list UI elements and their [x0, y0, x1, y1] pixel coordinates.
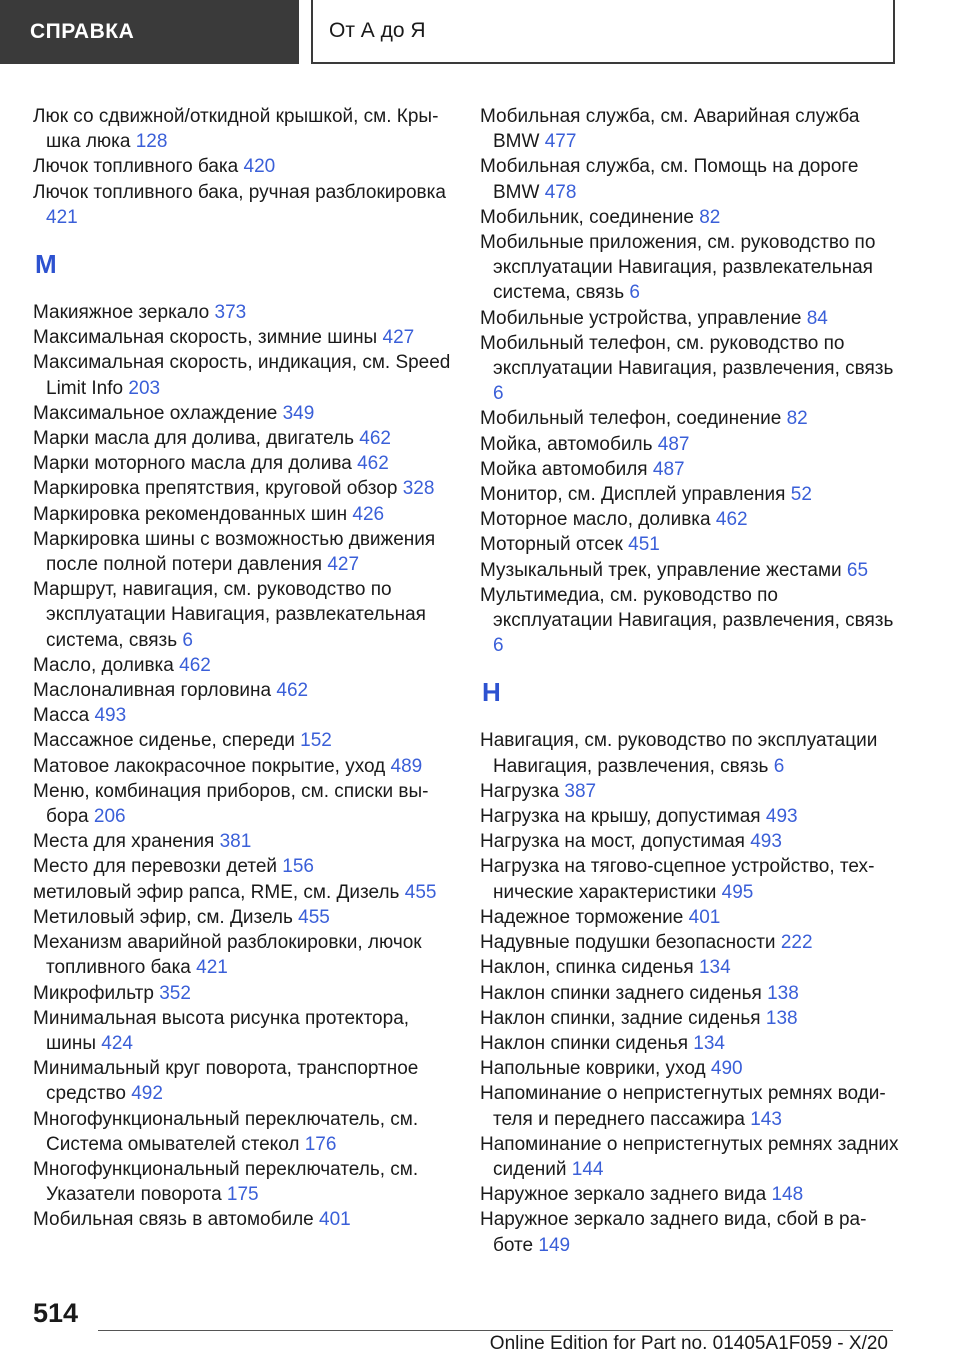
index-entry-text: Максимальная скорость, индикация, см. Speed Limit Info — [33, 352, 451, 399]
index-entry — [33, 754, 453, 779]
page-link[interactable]: 134 — [698, 957, 731, 979]
index-entry — [33, 401, 453, 426]
page-link[interactable]: 489 — [390, 755, 423, 777]
page-link[interactable]: 424 — [101, 1032, 133, 1054]
page-link[interactable]: 462 — [359, 428, 391, 450]
index-entry-text: Напоминание о непристегнутых ремнях задних сидений — [480, 1133, 899, 1180]
page-link[interactable]: 176 — [304, 1133, 337, 1155]
index-entry — [33, 1056, 453, 1106]
index-entry-text: метиловый эфир рапса, RME, см. Дизель — [33, 881, 400, 903]
index-entry — [33, 653, 453, 678]
index-entry-text: Маркировка шины с возможностью движения после полной потери давления — [33, 528, 436, 576]
index-entry — [33, 678, 453, 703]
index-entry — [480, 306, 900, 331]
index-entry — [480, 1207, 900, 1257]
index-entry — [33, 1006, 453, 1056]
index-entry — [480, 728, 900, 778]
page-link[interactable]: 455 — [404, 881, 437, 903]
page-link[interactable]: 138 — [767, 982, 799, 1004]
section-letter-m: М — [35, 249, 57, 280]
index-entry — [480, 1006, 900, 1031]
index-entry-text: Маркировка препятствия, круговой обзор — [33, 478, 398, 500]
index-entry-text: Марки моторного масла для долива — [33, 453, 352, 475]
index-entry-text: Макияжное зеркало — [33, 302, 210, 324]
index-entry-text: Наклон, спинка сиденья — [480, 957, 694, 979]
index-entry-text: Нагрузка на мост, допустимая — [480, 831, 745, 853]
index-entry-text: Мобильные устройства, управление — [480, 307, 802, 329]
index-entry-text: Монитор, см. Дисплей управления — [480, 484, 786, 506]
page-link[interactable]: 222 — [780, 932, 813, 954]
page-link[interactable]: 82 — [699, 206, 721, 228]
page-link[interactable]: 478 — [544, 181, 577, 203]
page-link[interactable]: 462 — [357, 453, 389, 475]
page-link[interactable]: 451 — [628, 534, 660, 556]
page-link[interactable]: 175 — [226, 1184, 259, 1206]
entry-list-top — [33, 104, 453, 230]
index-entry-text: Маршрут, навигация, см. руководство по эксплуатации Навигация, развлекательная система, связь — [33, 579, 426, 651]
page-link[interactable]: 421 — [46, 206, 78, 228]
index-entry-text: Надежное торможение — [480, 906, 684, 928]
index-entry — [33, 981, 453, 1006]
index-entry — [33, 703, 453, 728]
page-link[interactable]: 6 — [493, 383, 504, 405]
edition-note: Online Edition for Part no. 01405A1F059 - X/20 — [489, 1333, 888, 1354]
index-entry — [480, 955, 900, 980]
page-link[interactable]: 6 — [773, 755, 785, 777]
page-number: 514 — [33, 1298, 79, 1328]
index-entry — [480, 854, 900, 904]
index-entry-text: Нагрузка на крышу, допустимая — [480, 806, 761, 828]
index-column-right — [480, 104, 900, 1258]
index-entry-text: Наклон спинки заднего сиденья — [480, 982, 762, 1004]
page-link[interactable]: 493 — [750, 831, 782, 853]
index-entry-text: Марки масла для долива, двигатель — [33, 428, 354, 450]
page-link[interactable]: 462 — [179, 654, 211, 676]
page-link[interactable]: 401 — [319, 1209, 351, 1231]
index-entry-text: Надувные подушки безопасности — [480, 932, 776, 954]
index-entry-text: Мобильный телефон, см. руководство по эксплуатации Навигация, развлечения, связь — [480, 332, 894, 380]
index-entry-text: Наклон спинки сиденья — [480, 1032, 688, 1054]
page-link[interactable]: 487 — [657, 433, 690, 455]
index-entry-text: Мойка, автомобиль — [480, 433, 653, 455]
index-entry — [33, 880, 453, 905]
index-entry-text: Многофункциональный переключатель, см. Указатели поворота — [33, 1158, 419, 1206]
index-entry — [480, 331, 900, 407]
index-entry-text: Масло, доливка — [33, 654, 174, 676]
index-entry — [33, 829, 453, 854]
index-entry-text: Мойка автомобиля — [480, 458, 648, 480]
index-entry-text: Максимальная скорость, зимние шины — [33, 327, 378, 349]
index-entry — [480, 230, 900, 306]
entry-list — [480, 728, 900, 1257]
page-link[interactable]: 144 — [571, 1158, 604, 1180]
page-link[interactable]: 401 — [688, 906, 721, 928]
index-entry-text: Мобильная служба, см. Аварийная служба BMW — [480, 106, 860, 153]
index-entry — [33, 1207, 453, 1232]
page-link[interactable]: 328 — [402, 478, 435, 500]
page-link[interactable]: 420 — [243, 156, 276, 178]
index-entry-text: Масса — [33, 705, 90, 727]
index-entry — [480, 905, 900, 930]
index-entry-text: Многофункциональный переключатель, см. Система омывателей стекол — [33, 1108, 419, 1155]
page-link[interactable]: 6 — [493, 635, 504, 657]
page-link[interactable]: 203 — [128, 377, 161, 399]
page-link[interactable]: 421 — [196, 957, 228, 979]
index-entry-text: Минимальный круг поворота, транспортное средство — [33, 1058, 419, 1105]
page-link[interactable]: 149 — [538, 1234, 571, 1256]
page-link[interactable]: 143 — [750, 1108, 782, 1130]
index-entry-text: Метиловый эфир, см. Дизель — [33, 906, 293, 928]
index-entry-text: Места для хранения — [33, 831, 215, 853]
page-link[interactable]: 427 — [327, 554, 360, 576]
index-entry-text: Напоминание о непристегнутых ремнях водителя и переднего пассажира — [480, 1083, 886, 1130]
page-link[interactable]: 82 — [786, 408, 808, 430]
index-entry-text: Матовое лакокрасочное покрытие, уход — [33, 755, 386, 777]
index-entry-text: Массажное сиденье, спереди — [33, 730, 295, 752]
page-link[interactable]: 206 — [93, 806, 126, 828]
index-entry-text: Минимальная высота рисунка протектора, шины — [33, 1007, 410, 1054]
page-link[interactable]: 134 — [693, 1032, 725, 1054]
index-entry — [33, 350, 453, 400]
index-entry — [480, 779, 900, 804]
index-entry — [33, 476, 453, 501]
page-link[interactable]: 138 — [765, 1007, 798, 1029]
index-entry — [33, 426, 453, 451]
page-link[interactable]: 148 — [771, 1184, 804, 1206]
index-entry — [33, 905, 453, 930]
index-entry-text: Наружное зеркало заднего вида, сбой в работе — [480, 1209, 867, 1256]
footer-divider — [98, 1330, 893, 1331]
index-entry — [480, 558, 900, 583]
page-link[interactable]: 65 — [846, 559, 869, 581]
index-entry-text: Место для перевозки детей — [33, 856, 278, 878]
index-entry — [480, 432, 900, 457]
index-entry — [480, 104, 900, 154]
page-link[interactable]: 493 — [765, 806, 798, 828]
index-entry-text: Люк со сдвижной/откидной крышкой, см. Крышка люка — [33, 106, 439, 153]
index-entry — [33, 527, 453, 577]
index-entry — [33, 154, 453, 179]
page-link[interactable]: 52 — [790, 484, 812, 506]
index-entry-text: Меню, комбинация приборов, см. списки выбора — [33, 780, 429, 828]
index-entry-text: Нагрузка на тягово-сцепное устройство, технические характеристики — [480, 856, 875, 903]
page-link[interactable]: 6 — [629, 282, 640, 304]
index-entry-text: Мультимедиа, см. руководство по эксплуатации Навигация, развлечения, связь — [480, 584, 894, 632]
page-link[interactable]: 492 — [131, 1083, 163, 1105]
page-link[interactable]: 152 — [300, 730, 332, 752]
page-link[interactable]: 490 — [710, 1058, 743, 1080]
index-entry — [33, 451, 453, 476]
index-entry-text: Маслоналивная горловина — [33, 680, 272, 702]
index-entry — [480, 583, 900, 659]
page-link[interactable]: 427 — [382, 327, 415, 349]
index-entry-text: Моторное масло, доливка — [480, 509, 711, 531]
index-entry-text: Микрофильтр — [33, 982, 154, 1004]
index-entry — [33, 1157, 453, 1207]
index-entry — [33, 300, 453, 325]
index-entry-text: Мобильные приложения, см. руководство по эксплуатации Навигация, развлекательная система, связь — [480, 232, 876, 304]
page-link[interactable]: 373 — [214, 302, 247, 324]
index-entry — [33, 325, 453, 350]
index-entry — [33, 104, 453, 154]
page-link[interactable]: 462 — [715, 509, 748, 531]
section-letter-n: Н — [482, 677, 501, 708]
index-entry — [480, 406, 900, 431]
index-entry-text: Напольные коврики, уход — [480, 1058, 706, 1080]
index-entry — [33, 502, 453, 527]
index-entry — [33, 930, 453, 980]
index-entry — [480, 205, 900, 230]
section-tab: СПРАВКА — [0, 0, 299, 64]
index-entry — [480, 829, 900, 854]
index-entry — [480, 1182, 900, 1207]
index-entry-text: Механизм аварийной разблокировки, лючок топливного бака — [33, 932, 422, 979]
index-entry — [480, 154, 900, 204]
index-entry — [480, 532, 900, 557]
index-entry — [33, 180, 453, 230]
subsection-tab: От А до Я — [311, 0, 895, 64]
page-link[interactable]: 381 — [219, 831, 252, 853]
page-link[interactable]: 6 — [182, 629, 193, 651]
index-entry — [480, 482, 900, 507]
index-entry — [480, 930, 900, 955]
index-entry — [480, 507, 900, 532]
index-entry — [33, 728, 453, 753]
index-entry — [480, 1081, 900, 1131]
page-link[interactable]: 495 — [721, 881, 754, 903]
page-link[interactable]: 426 — [352, 503, 385, 525]
index-entry — [480, 804, 900, 829]
index-column-left — [33, 104, 453, 1233]
page-link[interactable]: 387 — [564, 780, 597, 802]
entry-list-top — [480, 104, 900, 658]
index-entry-text: Лючок топливного бака — [33, 156, 239, 178]
index-entry-text: Мобильник, соединение — [480, 206, 694, 228]
page-link[interactable]: 349 — [282, 402, 315, 424]
index-entry-text: Навигация, см. руководство по эксплуатации Навигация, развлечения, связь — [480, 730, 878, 777]
page-link[interactable]: 84 — [806, 307, 828, 329]
index-entry — [33, 779, 453, 829]
page-link[interactable]: 352 — [159, 982, 191, 1004]
index-entry — [33, 577, 453, 653]
index-entry-text: Мобильный телефон, соединение — [480, 408, 782, 430]
index-entry — [480, 981, 900, 1006]
page-link[interactable]: 128 — [135, 131, 168, 153]
index-entry-text: Мобильная связь в автомобиле — [33, 1209, 314, 1231]
index-entry — [480, 1132, 900, 1182]
page-link[interactable]: 477 — [544, 131, 577, 153]
index-entry — [480, 457, 900, 482]
index-entry — [480, 1056, 900, 1081]
entry-list — [33, 300, 453, 1233]
index-entry-text: Наружное зеркало заднего вида — [480, 1184, 767, 1206]
index-entry — [33, 1107, 453, 1157]
index-entry-text: Мобильная служба, см. Помощь на дороге BMW — [480, 156, 859, 203]
page-link[interactable]: 462 — [276, 680, 309, 702]
page-link[interactable]: 493 — [94, 705, 127, 727]
index-entry-text: Нагрузка — [480, 780, 560, 802]
page-link[interactable]: 455 — [298, 906, 330, 928]
index-entry-text: Музыкальный трек, управление жестами — [480, 559, 842, 581]
index-entry-text: Моторный отсек — [480, 534, 623, 556]
index-entry-text: Наклон спинки, задние сиденья — [480, 1007, 761, 1029]
index-entry-text: Маркировка рекомендованных шин — [33, 503, 348, 525]
index-entry — [33, 854, 453, 879]
index-entry — [480, 1031, 900, 1056]
page-link[interactable]: 487 — [652, 458, 685, 480]
page-link[interactable]: 156 — [282, 856, 314, 878]
index-entry-text: Максимальное охлаждение — [33, 402, 278, 424]
index-entry-text: Лючок топливного бака, ручная разблокировка — [33, 181, 446, 203]
